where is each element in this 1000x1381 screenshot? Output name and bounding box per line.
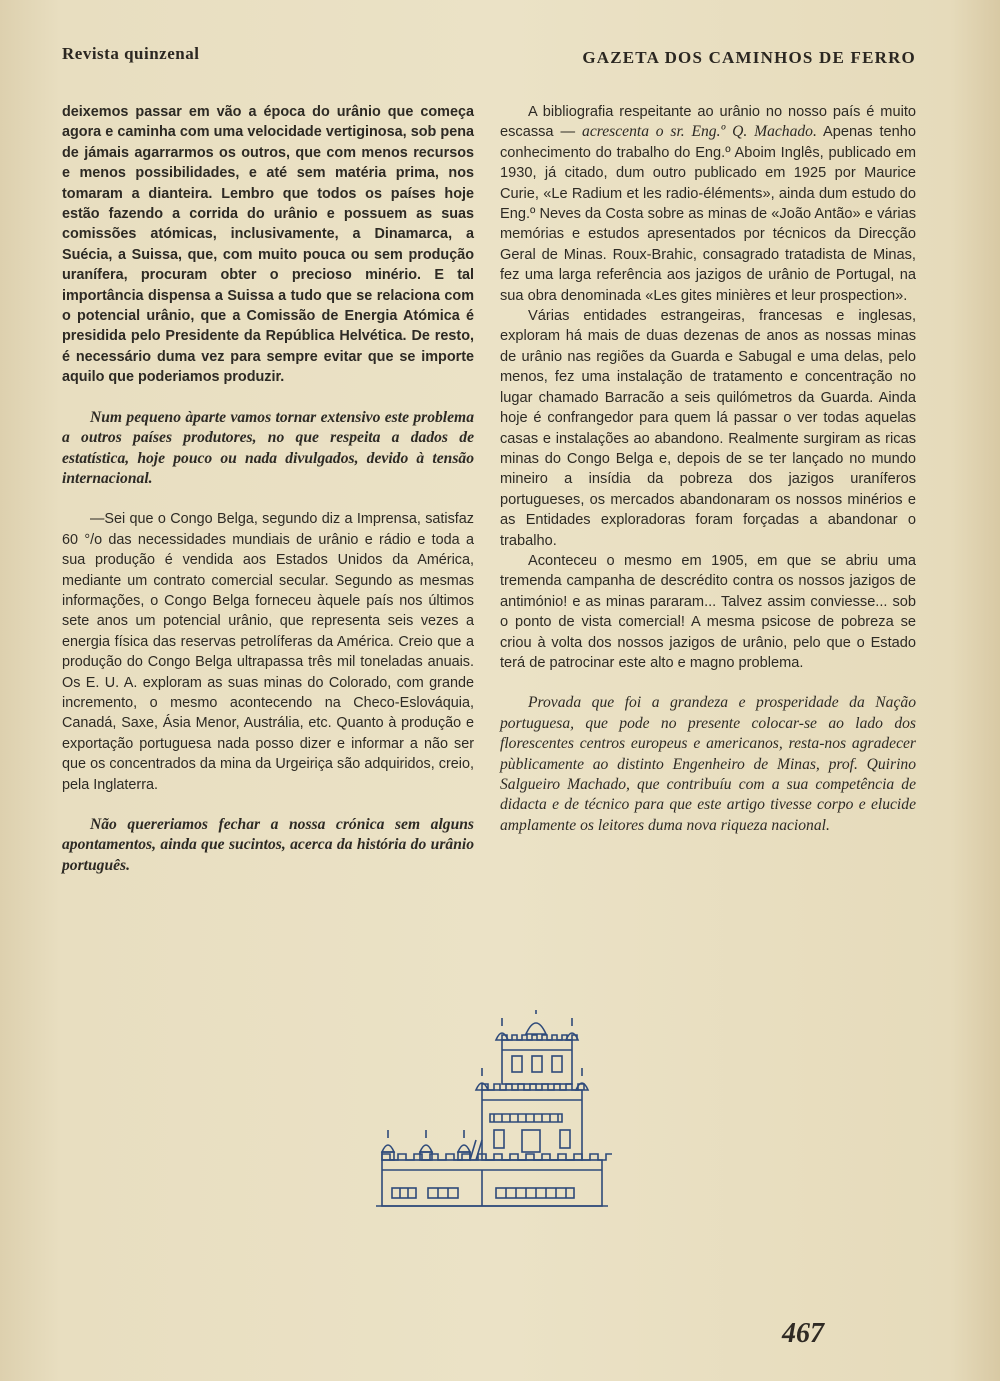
bibliography-attribution: acrescenta o sr. Eng.º Q. Machado. (582, 123, 817, 141)
bibliography-text-rest: Apenas tenho conhecimento do trabalho do Eng.º Aboim Inglês, publicado em 1930, já citado, dum outro publicado em 1925 por Maurice Curie, «Le Radium et les radio-éléments», ainda dum estudo do Eng.º Neves da Costa sobre as minas de «João Antão» e várias memórias e estudos apresentados por técnicos da Direcção Geral de Minas. Roux-Brahic, consagrado tratadista de Minas, fez uma larga referência aos jazigos de urânio de Portugal, na sua obra denominada «Les gites minières et leur prospection». (500, 124, 916, 304)
right-italic-acknowledgement: Provada que foi a grandeza e prosperidade da Nação portuguesa, que pode no presente colocar-se ao lado dos florescentes centros europeus e americanos, resta-nos agradecer pùblicamente ao distinto Engenheiro de Minas, prof. Quirino Salgueiro Machado, que contribuíu com a sua competência de didacta e de técnico para que este artigo tivesse corpo e elucide amplamente os leitores duma nova riqueza nacional. (500, 694, 916, 834)
left-column (62, 102, 474, 896)
left-paragraph-1: deixemos passar em vão a época do urânio que começa agora e caminha com uma velocidade vertiginosa, sob pena de jámais agarrarmos os outros, que com menos recursos e menos possibilidades, e até sem matéria prima, nos tomaram a dianteira. Lembro que todos os países hoje estão fazendo a corrida do urânio e possuem as suas comissões atómicas, inclusivamente, a Dinamarca, a Suécia, a Suissa, que, com muito pouca ou sem produção uranífera, procuram obter o precioso minério. E tal importância dispensa a Suissa a tudo que se relaciona com o potencial urânio, que a Comissão de Energia Atómica é presidida pelo Presidente da República Helvética. De resto, é necessário duma vez para sempre evitar que se importe aquilo que poderiamos produzir. (62, 104, 474, 386)
belem-tower-icon (372, 1010, 612, 1210)
right-paragraph-1905: Aconteceu o mesmo em 1905, em que se abriu uma tremenda campanha de descrédito contra os nossos jazigos de antimónio! e as minas pararam... Talvez assim conviesse... sob o ponto de vista comercial! A mesma psicose de pobreza se criou à volta dos nossos jazigos de urânio, pelo que o Estado terá de patrocinar este alto e magno problema. (500, 552, 916, 671)
bibliography-text-start: A bibliografia respeitante ao urânio no nosso país é muito escassa — (500, 104, 916, 141)
right-paragraph-entities: Várias entidades estrangeiras, francesas e inglesas, exploram há mais de duas dezenas de anos as nossas minas de urânio nas regiões da Guarda e Sabugal e uma delas, pelo menos, fez uma instalação de tratamento e concentração no lugar chamado Barracão a seis quilómetros da Guarda. Ainda hoje é confrangedor para quem lá passar o ver todas aquelas casas e instalações ao abandono. Realmente surgiram as ricas minas do Congo Belga e, depois de se ter lançado no mundo mineiro a insídia da pobreza dos jazigos uraníferos portugueses, os mercados abandonaram os nossos minérios e as Entidades exploradoras foram forçadas a abandonar o trabalho. (500, 308, 916, 549)
left-italic-closing: Não quereriamos fechar a nossa crónica sem alguns apontamentos, ainda que sucintos, acerca da história do urânio português. (62, 816, 474, 874)
running-header-right: GAZETA DOS CAMINHOS DE FERRO (582, 48, 916, 67)
right-paragraph-bibliography (500, 102, 916, 306)
left-paragraph-congo: —Sei que o Congo Belga, segundo diz a Imprensa, satisfaz 60 °/o das necessidades mundiais de urânio e rádio e toda a sua produção é vendida aos Estados Unidos da América, mediante um contrato comercial secular. Segundo as mesmas informações, o Congo Belga forneceu àquele país nos últimos sete anos um potencial urânio, que representa seis vezes a energia física das reservas petrolíferas da América. Creio que a produção do Congo Belga ultrapassa três mil toneladas anuais. Os E. U. A. exploram as suas minas do Colorado, com grande incremento, o mesmo acontecendo na Checo-Eslováquia, Canadá, Saxe, Ásia Menor, Austrália, etc. Quanto à produção e exportação portuguesa nada posso dizer e informar a não ser que os concentrados da mina da Urgeiriça são adquiridos, creio, pela Inglaterra. (62, 511, 474, 793)
left-italic-aside: Num pequeno àparte vamos tornar extensivo este problema a outros países produtores, no que respeita a dados de estatística, hoje pouco ou nada divulgados, devido à tensão internacional. (62, 408, 474, 487)
page-number: 467 (782, 1318, 824, 1349)
running-header-left: Revista quinzenal (62, 44, 200, 63)
right-column (500, 102, 916, 856)
